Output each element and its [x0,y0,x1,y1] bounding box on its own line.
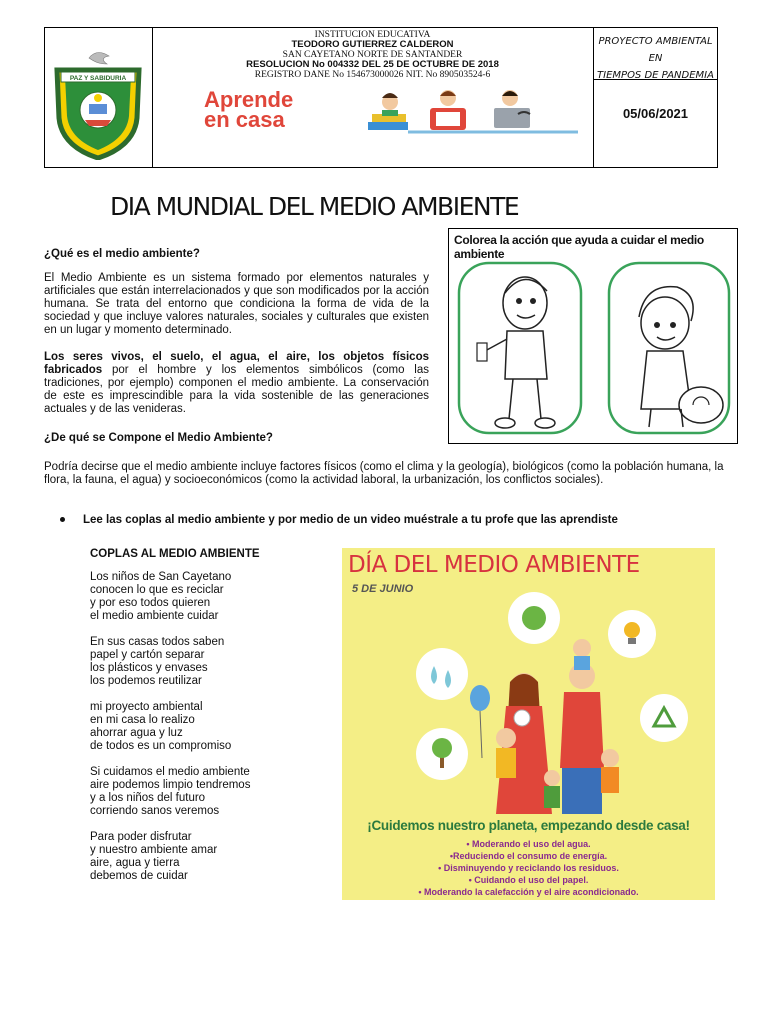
institution-registry: REGISTRO DANE No 154673000026 NIT. No 890503524-6 [254,70,491,80]
poster-tip: • Moderando el uso del agua. [466,839,591,849]
banner-title: Aprende en casa [204,87,294,132]
institution-cell [152,28,594,167]
poster-title: DÍA DEL MEDIO AMBIENTE [348,552,640,578]
copla-stanza: Para poder disfrutar y nuestro ambiente amar aire, agua y tierra debemos de cuidar [90,831,218,882]
coloring-activity-box [448,228,738,444]
poster-tip: •Reduciendo el consumo de energía. [449,851,608,861]
components-rest: por el hombre y los elementos simbólicos (como las tradiciones, por ejemplo) componen el medio ambiente. La conservación de este es imprescindible para la vida sostenible de las generaciones actuales y de las venideras. [44,364,429,415]
page-title: DIA MUNDIAL DEL MEDIO AMBIENTE [110,192,519,221]
paragraph-factors: Podría decirse que el medio ambiente incluye factores físicos (como el clima y la geología), biológicos (como la población humana, la flora, la fauna, el agua) y socioeconómicos (como la actividad laboral, la urbanización, los conflictos sociales). [44,461,724,486]
father-figure [560,692,604,768]
institution-location: SAN CAYETANO NORTE DE SANTANDER [282,50,463,60]
instruction-text: Lee las coplas al medio ambiente y por medio de un video muéstrale a tu profe que las aprendiste [83,514,618,526]
balloon-icon [470,685,490,711]
project-name: PROYECTO AMBIENTAL EN TIEMPOS DE PANDEMIA [594,28,717,80]
institution-resolution: RESOLUCION No 004332 DEL 25 DE OCTUBRE DE 2018 [246,59,499,70]
copla-stanza: mi proyecto ambiental en mi casa lo realizo ahorrar agua y luz de todos es un compromiso [90,701,232,752]
institution-type: INSTITUCION EDUCATIVA [314,30,431,40]
header-table [44,27,718,168]
coplas-poem [90,571,250,896]
project-cell [594,28,717,167]
coplas-title: COPLAS AL MEDIO AMBIENTE [90,548,260,560]
bullet-dot-icon [60,517,65,522]
question-what-is: ¿Qué es el medio ambiente? [44,248,200,260]
instruction-bullet [60,514,618,526]
logo-motto: PAZ Y SABIDURIA [69,75,127,82]
paragraph-components [44,351,429,416]
copla-stanza: Si cuidamos el medio ambiente aire podemos limpio tendremos y a los niños del futuro corriendo sanos veremos [90,766,251,817]
paragraph-definition: El Medio Ambiente es un sistema formado por elementos naturales y artificiales que están interrelacionados y que son modificados por la acción humana. Se trata del entorno que condiciona la forma de vida de la sociedad y que incluye valores naturales, sociales y culturales que existen en un lugar y momento determinado. [44,272,429,336]
copla-stanza: Los niños de San Cayetano conocen lo que es reciclar y por eso todos quieren el medio ambiente cuidar [90,571,232,622]
institution-name: TEODORO GUTIERREZ CALDERON [291,39,454,50]
environment-day-poster [342,548,715,900]
logo-cell [45,28,153,167]
school-shield-logo [51,48,145,160]
components-bold: Los seres vivos, el suelo, el agua, el aire, los objetos físicos fabricados [44,351,429,376]
coloring-caption: Colorea la acción que ayuda a cuidar el medio ambiente [454,233,704,261]
poster-tip: • Moderando la calefacción y el aire acondicionado. [418,887,639,897]
poster-tip: • Disminuyendo y reciclando los residuos. [438,863,619,873]
copla-stanza: En sus casas todos saben papel y cartón separar los plásticos y envases los podemos reutilizar [90,636,225,687]
question-composition: ¿De qué se Compone el Medio Ambiente? [44,432,273,444]
poster-tip: • Cuidando el uso del papel. [468,875,589,885]
poster-date: 5 DE JUNIO [352,583,414,595]
poster-slogan: ¡Cuidemos nuestro planeta, empezando desde casa! [367,818,690,833]
poster-tips-list [342,838,715,898]
poster-illustration [342,588,715,818]
recycle-icon [640,694,688,742]
institution-info [152,28,593,80]
water-drops-icon [416,648,468,700]
aprende-en-casa-banner [158,86,587,138]
coloring-illustration [455,259,733,441]
document-date: 05/06/2021 [622,106,689,121]
